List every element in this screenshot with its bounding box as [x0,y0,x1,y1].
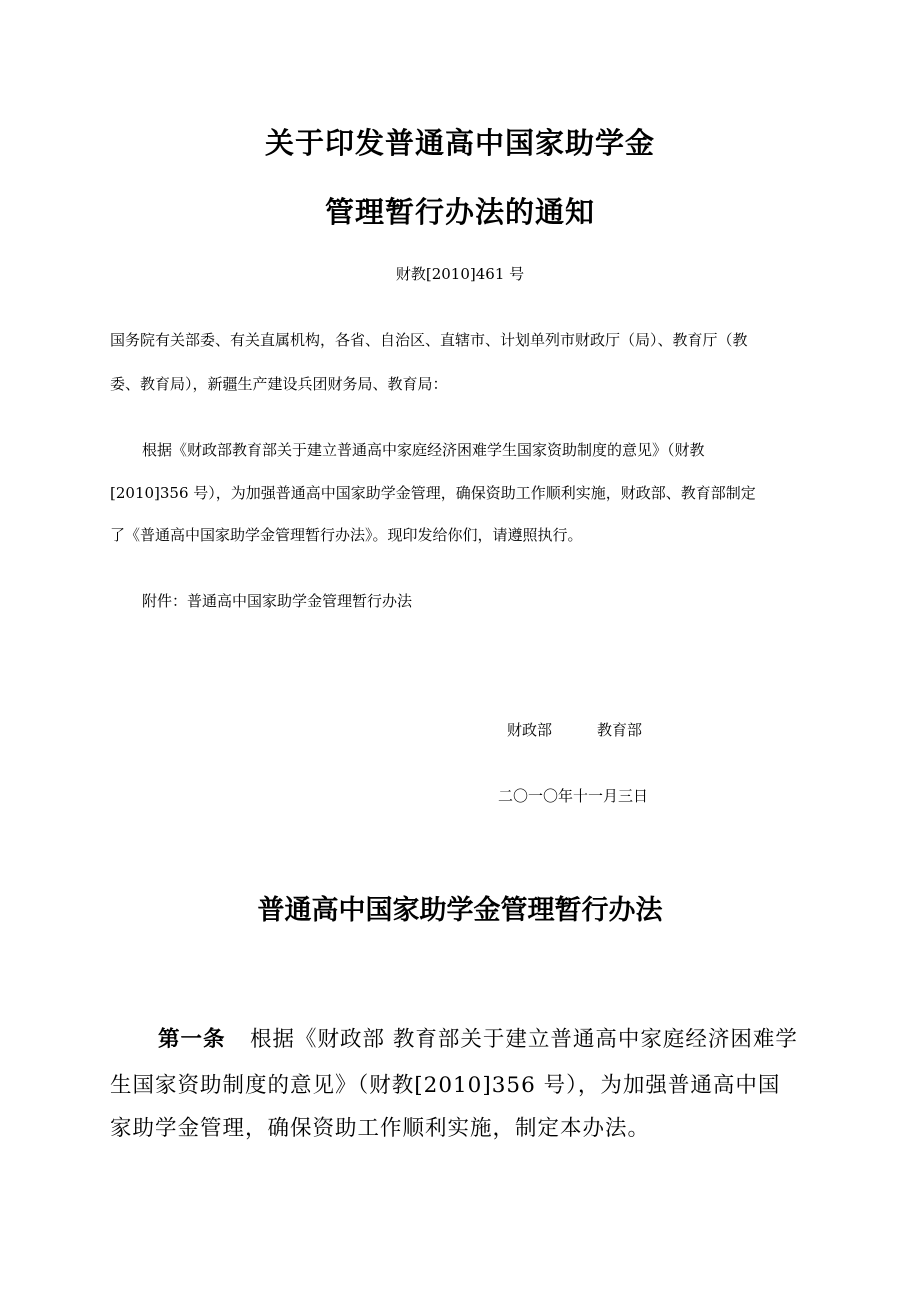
article-1-line-3: 家助学金管理，确保资助工作顺利实施，制定本办法。 [110,1116,651,1141]
notice-title-line-1: 关于印发普通高中国家助学金 [264,126,655,160]
article-1-line-2: 生国家资助制度的意见》（财教[2010]356 号），为加强普通高中国 [110,1073,781,1098]
body-line-1: 根据《财政部教育部关于建立普通高中家庭经济困难学生国家资助制度的意见》（财教 [142,441,705,459]
body-line-2: [2010]356 号），为加强普通高中国家助学金管理，确保资助工作顺利实施，财政部、教育部制定 [110,484,756,502]
notice-title-line-2: 管理暂行办法的通知 [324,195,595,229]
addressee-line-1: 国务院有关部委、有关直属机构，各省、自治区、直辖市、计划单列市财政厅（局）、教育厅（教 [110,331,748,349]
article-1-label: 第一条 [158,1027,226,1052]
attachment-note: 附件：普通高中国家助学金管理暂行办法 [142,592,413,610]
signer-ministry-of-education: 教育部 [597,721,643,739]
article-1-line-1: 根据《财政部 教育部关于建立普通高中家庭经济困难学 [250,1027,798,1052]
document-number: 财教[2010]461 号 [395,265,525,283]
signer-ministry-of-finance: 财政部 [507,721,553,739]
issue-date: 二〇一〇年十一月三日 [498,787,649,805]
addressee-line-2: 委、教育局），新疆生产建设兵团财务局、教育局： [110,375,448,393]
measures-title: 普通高中国家助学金管理暂行办法 [257,895,663,926]
body-line-3: 了《普通高中国家助学金管理暂行办法》。现印发给你们，请遵照执行。 [110,526,583,544]
